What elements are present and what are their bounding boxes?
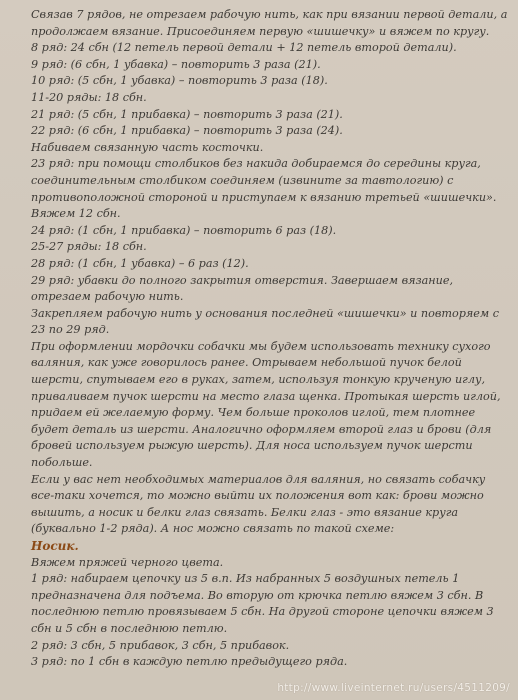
body-line: 1 ряд: набираем цепочку из 5 в.п. Из набранных 5 воздушных петель 1 bbox=[31, 572, 460, 586]
body-line: валяния, как уже говорилось ранее. Отрываем небольшой пучок белой bbox=[31, 356, 462, 370]
body-line: 8 ряд: 24 сбн (12 петель первой детали + 12 петель второй детали). bbox=[31, 41, 457, 55]
body-line: Связав 7 рядов, не отрезаем рабочую нить, как при вязании первой детали, а bbox=[31, 8, 508, 21]
body-line: Вяжем пряжей черного цвета. bbox=[31, 555, 224, 569]
body-line: предназначена для подъема. Во вторую от крючка петлю вяжем 3 сбн. В bbox=[31, 588, 484, 602]
body-line: 23 ряд: при помощи столбиков без накида добираемся до середины круга, bbox=[31, 157, 481, 171]
body-line: продолжаем вязание. Присоединяем первую «шишечку» и вяжем по кругу. bbox=[31, 24, 490, 38]
body-line: вышить, а носик и белки глаз связать. Белки глаз - это вязание круга bbox=[31, 505, 459, 519]
body-line: приваливаем пучок шерсти на место глаза щенка. Протыкая шерсть иглой, bbox=[31, 389, 501, 403]
body-line: 25-27 ряды: 18 сбн. bbox=[31, 240, 147, 254]
body-line: 22 ряд: (6 сбн, 1 прибавка) – повторить 3 раза (24). bbox=[31, 124, 343, 138]
body-line: придаем ей желаемую форму. Чем больше проколов иглой, тем плотнее bbox=[31, 406, 476, 420]
body-line: бровей используем рыжую шерсть). Для носа используем пучок шерсти bbox=[31, 439, 473, 453]
body-line: шерсти, спутываем его в руках, затем, используя тонкую крученую иглу, bbox=[31, 373, 486, 387]
body-line: 2 ряд: 3 сбн, 5 прибавок, 3 сбн, 5 прибавок. bbox=[31, 638, 290, 652]
body-line: 29 ряд: убавки до полного закрытия отверстия. Завершаем вязание, bbox=[31, 273, 454, 287]
body-line: побольше. bbox=[31, 456, 93, 470]
body-line: 9 ряд: (6 сбн, 1 убавка) – повторить 3 раза (21). bbox=[31, 57, 321, 71]
section-heading-nose: Носик. bbox=[31, 539, 79, 553]
body-line: 23 по 29 ряд. bbox=[31, 323, 110, 337]
body-line: При оформлении мордочки собачки мы будем использовать технику сухого bbox=[31, 339, 491, 353]
body-line: противоположной стороной и приступаем к вязанию третьей «шишечки». bbox=[31, 190, 497, 204]
body-line: будет деталь из шерсти. Аналогично оформляем второй глаз и брови (для bbox=[31, 422, 492, 436]
body-line: все-таки хочется, то можно выйти их положения вот как: брови можно bbox=[31, 489, 484, 503]
body-line: сбн и 5 сбн в последнюю петлю. bbox=[31, 621, 228, 635]
body-line: 24 ряд: (1 сбн, 1 прибавка) – повторить 6 раз (18). bbox=[31, 223, 337, 237]
body-line: отрезаем рабочую нить. bbox=[31, 290, 184, 304]
body-line: Закрепляем рабочую нить у основания последней «шишечки» и повторяем с bbox=[31, 306, 499, 320]
body-line: 28 ряд: (1 сбн, 1 убавка) – 6 раз (12). bbox=[31, 256, 249, 270]
body-line: 21 ряд: (5 сбн, 1 прибавка) – повторить 3 раза (21). bbox=[31, 107, 343, 121]
body-line: Вяжем 12 сбн. bbox=[31, 207, 121, 221]
body-line: Набиваем связанную часть косточки. bbox=[31, 140, 264, 154]
watermark-url: http://www.liveinternet.ru/users/4511209/ bbox=[277, 682, 510, 694]
body-line: 3 ряд: по 1 сбн в каждую петлю предыдущего ряда. bbox=[31, 655, 348, 669]
body-line: последнюю петлю провязываем 5 сбн. На другой стороне цепочки вяжем 3 bbox=[31, 605, 494, 619]
body-line: 11-20 ряды: 18 сбн. bbox=[31, 90, 147, 104]
body-line: соединительным столбиком соединяем (извините за тавтологию) с bbox=[31, 173, 454, 187]
body-line: Если у вас нет необходимых материалов для валяния, но связать собачку bbox=[31, 472, 486, 486]
body-line: 10 ряд: (5 сбн, 1 убавка) – повторить 3 раза (18). bbox=[31, 74, 328, 88]
document-body bbox=[31, 7, 508, 671]
body-line: (буквально 1-2 ряда). А нос можно связать по такой схеме: bbox=[31, 522, 395, 536]
